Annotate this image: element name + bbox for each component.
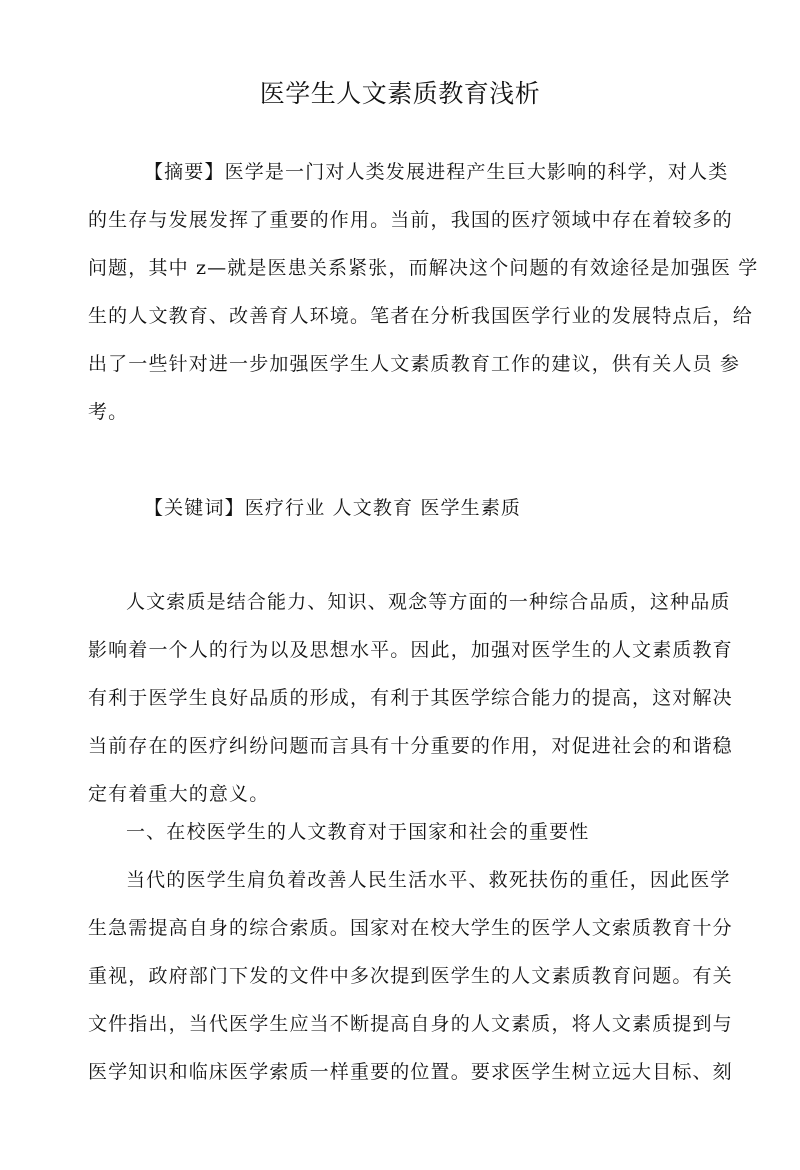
intro-paragraph <box>88 578 733 818</box>
section-1-paragraph <box>88 856 733 1096</box>
keywords-paragraph <box>88 484 716 532</box>
body-line: 医学知识和临床医学索质一样重要的位置。要求医学生树立远大目标、刻 <box>88 1061 733 1083</box>
intro-line: 有利于医学生良好品质的形成，有利于其医学综合能力的提高，这对解决 <box>88 687 733 709</box>
abstract-line: 的生存与发展发挥了重要的作用。当前，我国的医疗领域中存在着较多的 <box>88 209 733 231</box>
abstract-paragraph <box>88 148 759 436</box>
intro-line: 定有着重大的意义。 <box>88 783 270 805</box>
abstract-line: 问题，其中 z—就是医患关系紧张，而解决这个问题的有效途径是加强医 学 <box>88 257 759 279</box>
intro-line: 当前存在的医疗纠纷问题而言具有十分重要的作用，对促进社会的和谐稳 <box>88 735 733 757</box>
keywords-line: 【关键词】医疗行业 人文教育 医学生素质 <box>144 497 522 519</box>
abstract-line: 考。 <box>88 401 129 423</box>
section-heading: 一、在校医学生的人文教育对于国家和社会的重要性 <box>126 821 590 843</box>
intro-line: 人文索质是结合能力、知识、观念等方面的一种综合品质，这种品质 <box>126 591 731 613</box>
abstract-line: 【摘要】医学是一门对人类发展进程产生巨大影响的科学，对人类 <box>144 161 729 183</box>
body-line: 生急需提高自身的综合索质。国家对在校大学生的医学人文索质教育十分 <box>88 917 733 939</box>
body-line: 重视，政府部门下发的文件中多次提到医学生的人文素质教育问题。有关 <box>88 965 733 987</box>
abstract-line: 出了一些针对进一步加强医学生人文素质教育工作的建议，供有关人员 参 <box>88 353 740 375</box>
abstract-line: 生的人文教育、改善育人环境。笔者在分析我国医学行业的发展特点后，给 <box>88 305 753 327</box>
section-1-heading <box>88 808 716 856</box>
intro-line: 影响着一个人的行为以及思想水平。因此，加强对医学生的人文素质教育 <box>88 639 733 661</box>
body-line: 文件指出，当代医学生应当不断提高自身的人文素质，将人文素质提到与 <box>88 1013 733 1035</box>
body-line: 当代的医学生肩负着改善人民生活水平、救死扶伤的重任，因此医学 <box>126 869 731 891</box>
page-title: 医学生人文素质教育浅析 <box>259 79 541 108</box>
